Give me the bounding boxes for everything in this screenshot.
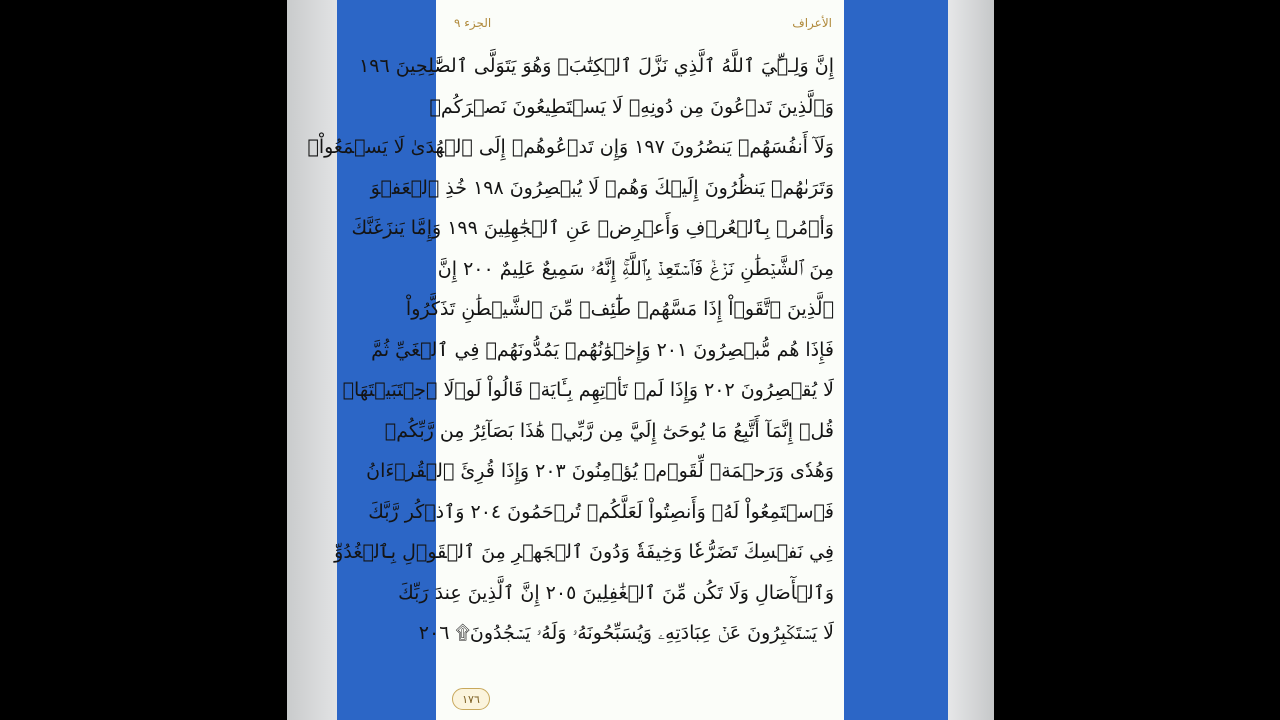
text-line: وَٱلَّذِينَ تَدۡعُونَ مِن دُونِهِۦ لَا يَسۡتَطِيعُونَ نَصۡرَكُمۡ	[429, 95, 834, 118]
text-line: لَا يُقۡصِرُونَ ٢٠٢ وَإِذَا لَمۡ تَأۡتِهِم بِـَٔايَةٖ قَالُواْ لَوۡلَا ٱجۡتَبَيۡتَهَاۚ	[342, 379, 834, 401]
text-line: إِنَّ وَلِـِّۧيَ ٱللَّهُ ٱلَّذِي نَزَّلَ ٱلۡكِتَٰبَۖ وَهُوَ يَتَوَلَّى ٱلصَّٰلِحِينَ ١٩٦	[359, 55, 834, 77]
text-line: وَٱلۡأٓصَالِ وَلَا تَكُن مِّنَ ٱلۡغَٰفِلِينَ ٢٠٥ إِنَّ ٱلَّذِينَ عِندَ رَبِّكَ	[398, 581, 834, 604]
page-number: ١٧٦	[462, 692, 480, 706]
mushaf-page	[307, 0, 844, 720]
right-side-bar	[948, 0, 994, 720]
text-line: وَلَآ أَنفُسَهُمۡ يَنصُرُونَ ١٩٧ وَإِن تَدۡعُوهُمۡ إِلَى ٱلۡهُدَىٰ لَا يَسۡمَعُواْۖ	[307, 136, 834, 158]
text-line: وَهُدٗى وَرَحۡمَةٞ لِّقَوۡمٖ يُؤۡمِنُونَ ٢٠٣ وَإِذَا قُرِئَ ٱلۡقُرۡءَانُ	[366, 460, 834, 482]
text-line: فِي نَفۡسِكَ تَضَرُّعٗا وَخِيفَةٗ وَدُونَ ٱلۡجَهۡرِ مِنَ ٱلۡقَوۡلِ بِٱلۡغُدُوِّ	[334, 541, 834, 563]
text-line: مِنَ ٱلشَّيۡطَٰنِ نَزۡغٞ فَٱسۡتَعِذۡ بِٱللَّهِۚ إِنَّهُۥ سَمِيعٌ عَلِيمٌ ٢٠٠ إِنَّ	[437, 257, 834, 280]
juz-label: الجزء ٩	[454, 16, 492, 30]
left-side-bar	[287, 0, 337, 720]
page-header	[436, 8, 844, 38]
text-line: فَٱسۡتَمِعُواْ لَهُۥ وَأَنصِتُواْ لَعَلَّكُمۡ تُرۡحَمُونَ ٢٠٤ وَٱذۡكُر رَّبَّكَ	[368, 500, 834, 523]
page-number-badge	[452, 688, 490, 710]
text-line: فَإِذَا هُم مُّبۡصِرُونَ ٢٠١ وَإِخۡوَٰنُهُمۡ يَمُدُّونَهُمۡ فِي ٱلۡغَيِّ ثُمَّ	[371, 338, 834, 361]
surah-label: الأعراف	[792, 16, 832, 30]
text-line: قُلۡ إِنَّمَآ أَتَّبِعُ مَا يُوحَىٰٓ إِلَيَّ مِن رَّبِّيۚ هَٰذَا بَصَآئِرُ مِن رَّبِّكُمۡ	[384, 419, 834, 442]
text-line: لَا يَسۡتَكۡبِرُونَ عَنۡ عِبَادَتِهِۦ وَيُسَبِّحُونَهُۥ وَلَهُۥ يَسۡجُدُونَ۩ ٢٠٦	[418, 622, 834, 644]
text-line: ٱلَّذِينَ ٱتَّقَوۡاْ إِذَا مَسَّهُمۡ طَٰٓئِفٞ مِّنَ ٱلشَّيۡطَٰنِ تَذَكَّرُواْ	[405, 298, 834, 320]
quran-text	[307, 46, 834, 654]
text-line: وَأۡمُرۡ بِٱلۡعُرۡفِ وَأَعۡرِضۡ عَنِ ٱلۡجَٰهِلِينَ ١٩٩ وَإِمَّا يَنزَغَنَّكَ	[351, 217, 834, 239]
text-line: وَتَرَىٰهُمۡ يَنظُرُونَ إِلَيۡكَ وَهُمۡ لَا يُبۡصِرُونَ ١٩٨ خُذِ ٱلۡعَفۡوَ	[370, 176, 834, 199]
